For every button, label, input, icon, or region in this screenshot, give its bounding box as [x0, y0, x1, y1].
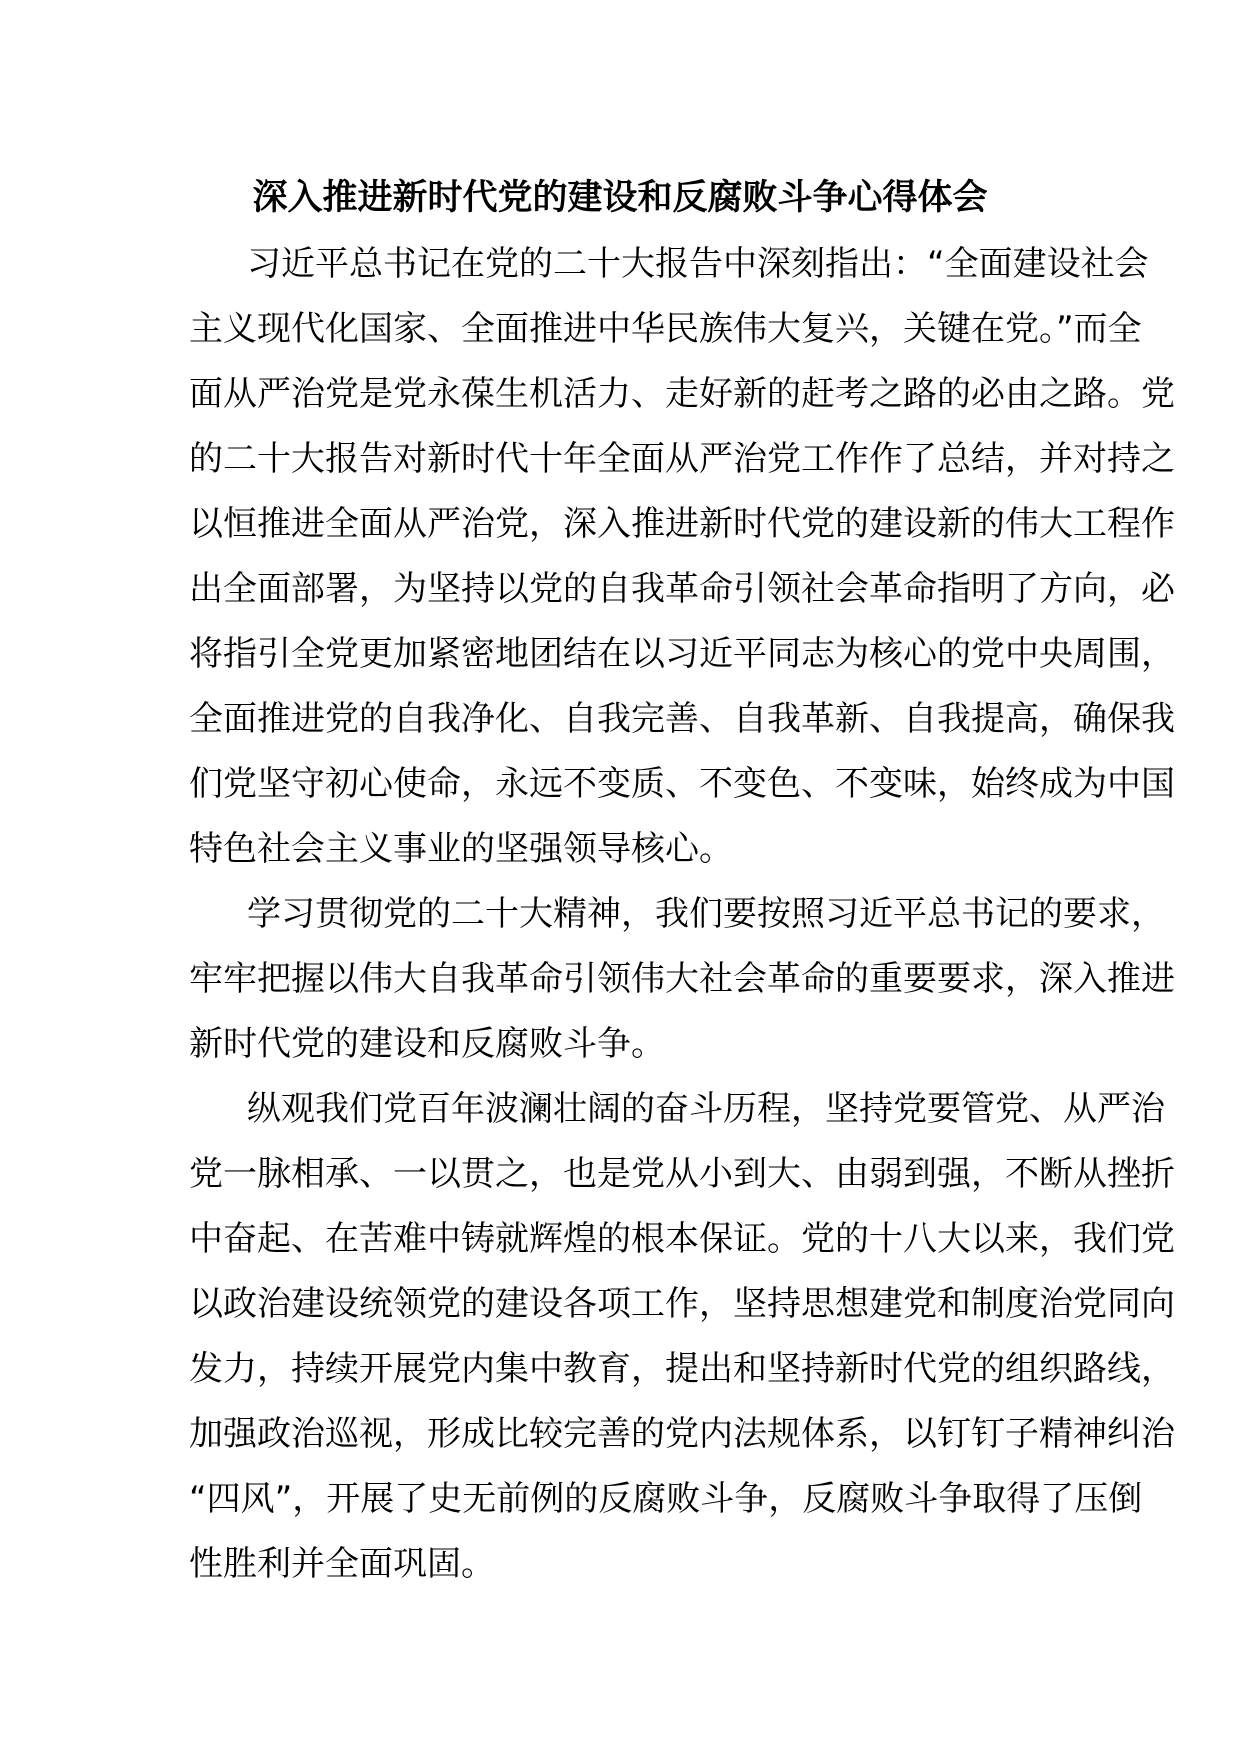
paragraph-line: 加强政治巡视，形成比较完善的党内法规体系，以钉钉子精神纠治 [189, 1414, 1175, 1454]
paragraph-line: 新时代党的建设和反腐败斗争。 [189, 1024, 665, 1064]
paragraph-line: 主义现代化国家、全面推进中华民族伟大复兴，关键在党。”而全 [189, 309, 1142, 349]
paragraph-line: 出全面部署，为坚持以党的自我革命引领社会革命指明了方向，必 [189, 569, 1175, 609]
paragraph-line: 性胜利并全面巩固。 [189, 1544, 495, 1584]
paragraph-line: 特色社会主义事业的坚强领导核心。 [189, 829, 733, 869]
document-body [189, 241, 1175, 1606]
paragraph-line: “四风”，开展了史无前例的反腐败斗争，反腐败斗争取得了压倒 [189, 1479, 1143, 1519]
paragraph-line: 将指引全党更加紧密地团结在以习近平同志为核心的党中央周围， [189, 634, 1175, 674]
paragraph-line: 们党坚守初心使命，永远不变质、不变色、不变味，始终成为中国 [189, 764, 1175, 804]
paragraph-line: 牢牢把握以伟大自我革命引领伟大社会革命的重要要求，深入推进 [189, 959, 1175, 999]
paragraph-line: 发力，持续开展党内集中教育，提出和坚持新时代党的组织路线， [189, 1349, 1175, 1389]
paragraph-line: 全面推进党的自我净化、自我完善、自我革新、自我提高，确保我 [189, 699, 1175, 739]
document-title: 深入推进新时代党的建设和反腐败斗争心得体会 [252, 178, 988, 218]
paragraph-line: 中奋起、在苦难中铸就辉煌的根本保证。党的十八大以来，我们党 [189, 1219, 1175, 1259]
paragraph-line: 的二十大报告对新时代十年全面从严治党工作作了总结，并对持之 [189, 439, 1175, 479]
paragraph [189, 891, 1175, 1086]
paragraph [189, 241, 1175, 891]
paragraph-line: 以恒推进全面从严治党，深入推进新时代党的建设新的伟大工程作 [189, 504, 1175, 544]
paragraph-line: 党一脉相承、一以贯之，也是党从小到大、由弱到强，不断从挫折 [189, 1154, 1175, 1194]
paragraph [189, 1086, 1175, 1606]
paragraph-line: 面从严治党是党永葆生机活力、走好新的赶考之路的必由之路。党 [189, 374, 1175, 414]
paragraph-line: 学习贯彻党的二十大精神，我们要按照习近平总书记的要求， [247, 894, 1165, 934]
paragraph-line: 纵观我们党百年波澜壮阔的奋斗历程，坚持党要管党、从严治 [247, 1089, 1165, 1129]
paragraph-line: 习近平总书记在党的二十大报告中深刻指出：“全面建设社会 [247, 244, 1149, 284]
paragraph-line: 以政治建设统领党的建设各项工作，坚持思想建党和制度治党同向 [189, 1284, 1175, 1324]
